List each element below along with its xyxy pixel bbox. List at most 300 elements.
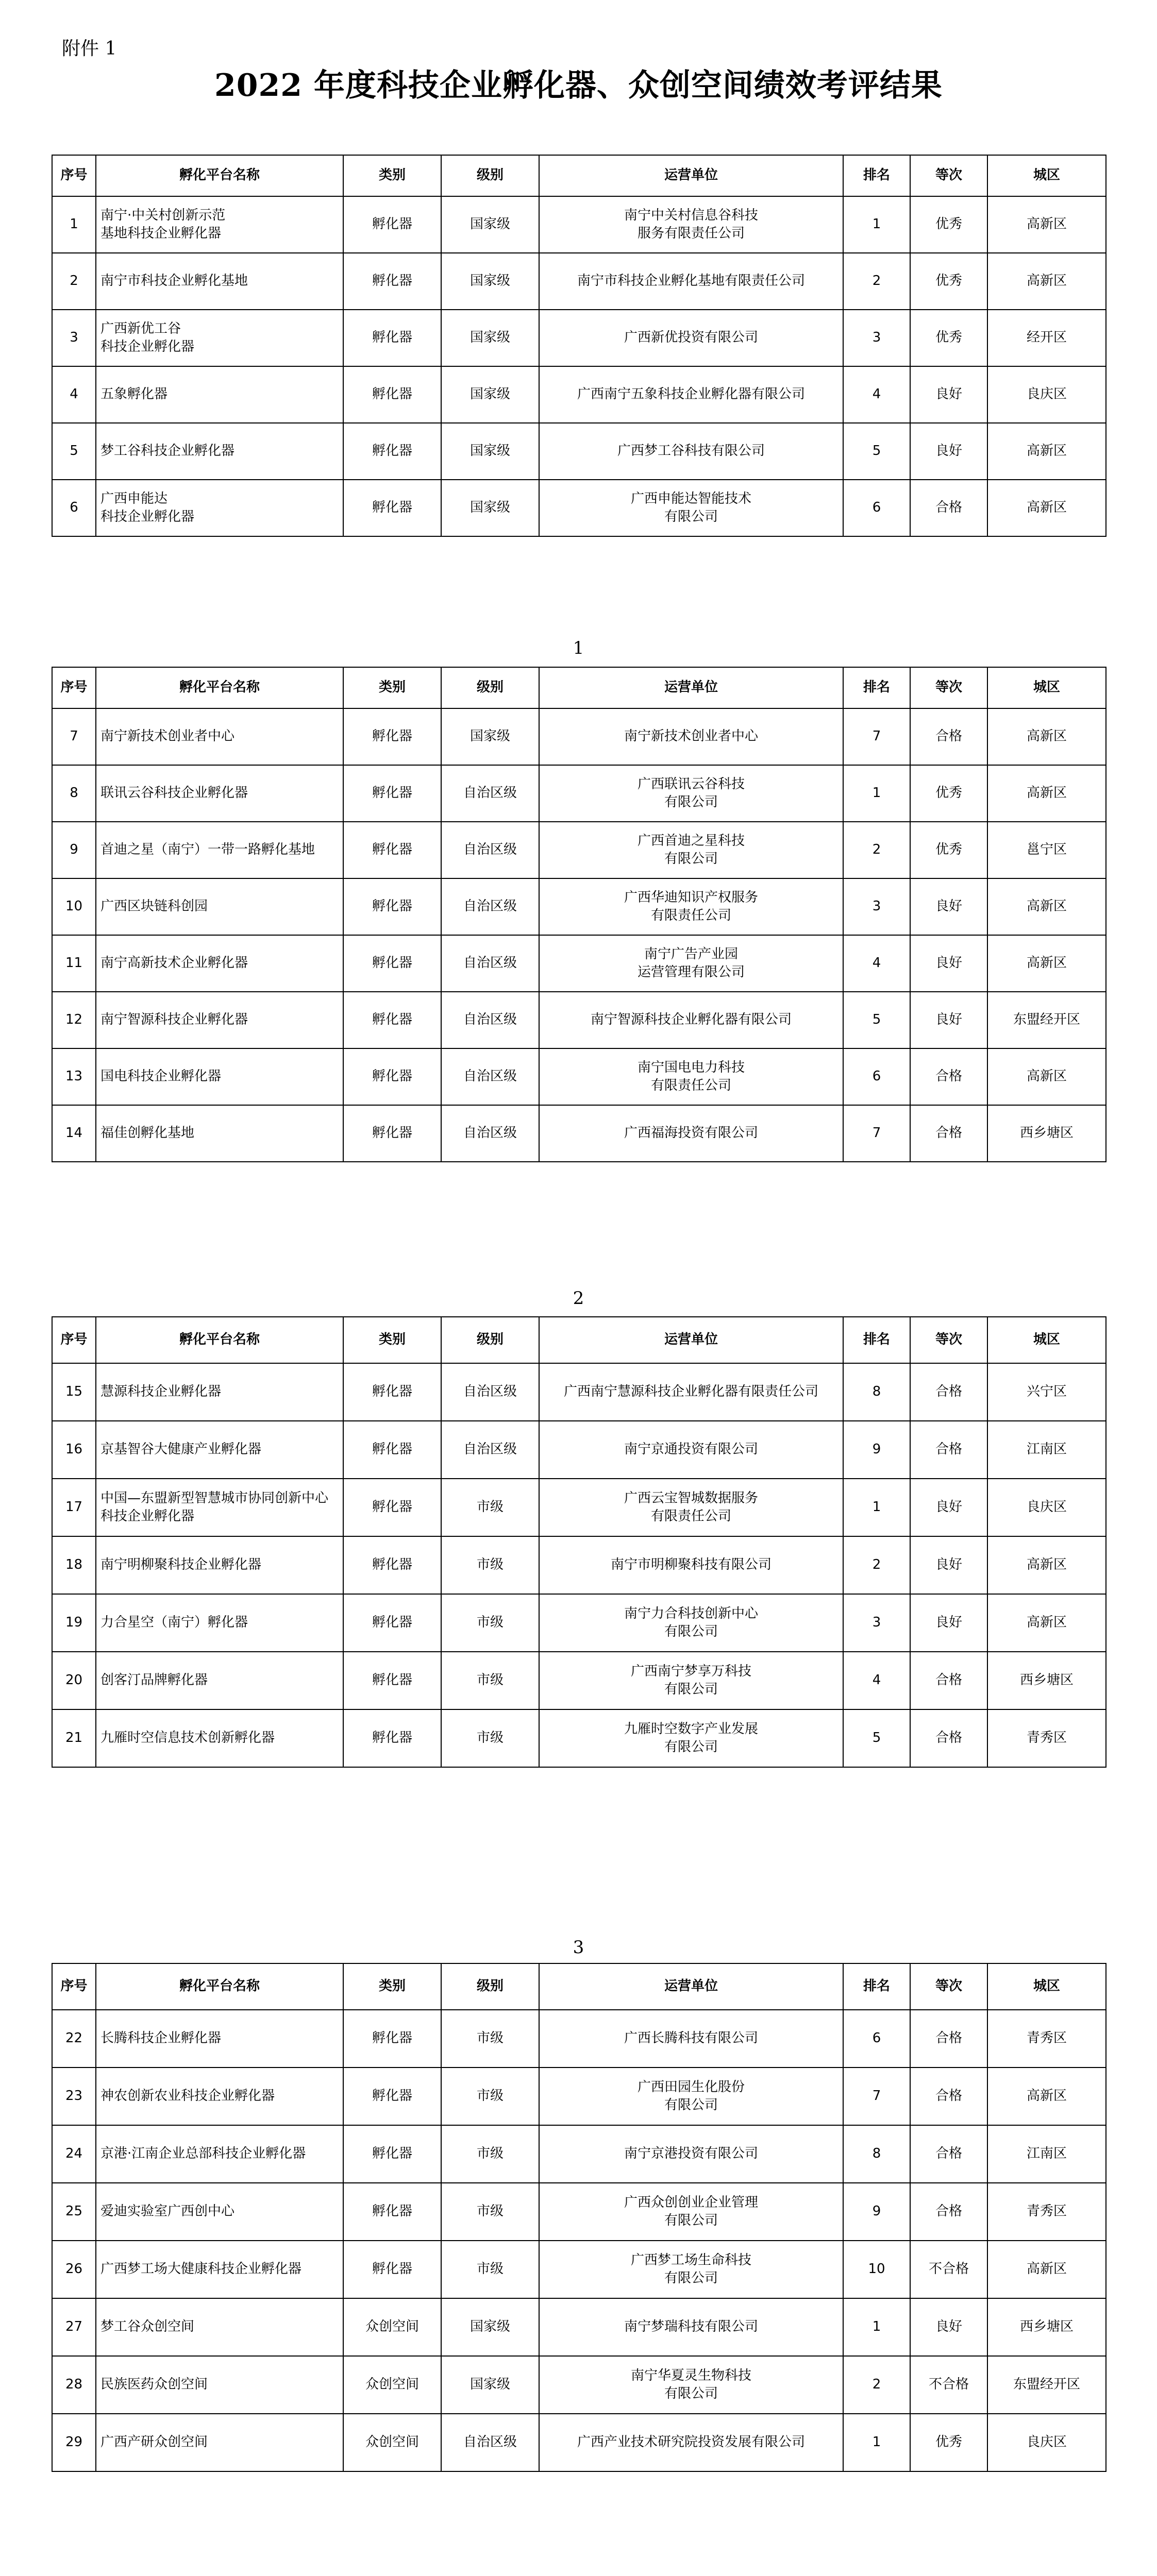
cell-operator: 广西新优投资有限公司 bbox=[539, 310, 843, 366]
cell-level: 自治区级 bbox=[441, 1421, 539, 1479]
cell-rank: 1 bbox=[843, 1479, 910, 1536]
cell-grade: 合格 bbox=[910, 1105, 987, 1162]
cell-level: 自治区级 bbox=[441, 878, 539, 935]
cell-no: 25 bbox=[52, 2183, 96, 2241]
cell-name: 京港·江南企业总部科技企业孵化器 bbox=[96, 2125, 343, 2183]
cell-grade: 合格 bbox=[910, 2010, 987, 2067]
cell-level: 国家级 bbox=[441, 366, 539, 423]
results-table bbox=[52, 155, 1106, 537]
table-header-row bbox=[52, 1963, 1106, 2010]
cell-rank: 2 bbox=[843, 253, 910, 310]
cell-category: 孵化器 bbox=[343, 1709, 441, 1767]
cell-operator: 广西首迪之星科技 有限公司 bbox=[539, 822, 843, 878]
cell-grade: 良好 bbox=[910, 366, 987, 423]
column-header: 类别 bbox=[343, 667, 441, 708]
cell-category: 众创空间 bbox=[343, 2298, 441, 2356]
cell-grade: 合格 bbox=[910, 1709, 987, 1767]
cell-level: 国家级 bbox=[441, 708, 539, 765]
cell-no: 4 bbox=[52, 366, 96, 423]
cell-name: 南宁市科技企业孵化基地 bbox=[96, 253, 343, 310]
cell-operator: 九雁时空数字产业发展 有限公司 bbox=[539, 1709, 843, 1767]
cell-level: 自治区级 bbox=[441, 1105, 539, 1162]
cell-rank: 7 bbox=[843, 2067, 910, 2125]
cell-rank: 7 bbox=[843, 1105, 910, 1162]
column-header: 序号 bbox=[52, 1317, 96, 1363]
cell-district: 良庆区 bbox=[987, 2414, 1106, 2471]
table-row bbox=[52, 2067, 1106, 2125]
cell-grade: 良好 bbox=[910, 1479, 987, 1536]
cell-no: 14 bbox=[52, 1105, 96, 1162]
column-header: 城区 bbox=[987, 1963, 1106, 2010]
table-row bbox=[52, 253, 1106, 310]
cell-no: 15 bbox=[52, 1363, 96, 1421]
cell-level: 国家级 bbox=[441, 196, 539, 253]
cell-rank: 1 bbox=[843, 2414, 910, 2471]
cell-name: 广西申能达 科技企业孵化器 bbox=[96, 480, 343, 536]
cell-grade: 优秀 bbox=[910, 196, 987, 253]
cell-no: 23 bbox=[52, 2067, 96, 2125]
cell-category: 孵化器 bbox=[343, 822, 441, 878]
cell-rank: 10 bbox=[843, 2241, 910, 2298]
cell-district: 江南区 bbox=[987, 2125, 1106, 2183]
cell-level: 自治区级 bbox=[441, 822, 539, 878]
cell-operator: 广西众创创业企业管理 有限公司 bbox=[539, 2183, 843, 2241]
table-row bbox=[52, 480, 1106, 536]
cell-rank: 7 bbox=[843, 708, 910, 765]
cell-rank: 5 bbox=[843, 423, 910, 480]
cell-operator: 广西云宝智城数据服务 有限责任公司 bbox=[539, 1479, 843, 1536]
cell-name: 联讯云谷科技企业孵化器 bbox=[96, 765, 343, 822]
cell-rank: 8 bbox=[843, 2125, 910, 2183]
cell-level: 市级 bbox=[441, 2183, 539, 2241]
cell-rank: 1 bbox=[843, 765, 910, 822]
cell-operator: 广西华迪知识产权服务 有限责任公司 bbox=[539, 878, 843, 935]
cell-level: 市级 bbox=[441, 2010, 539, 2067]
cell-operator: 广西产业技术研究院投资发展有限公司 bbox=[539, 2414, 843, 2471]
column-header: 孵化平台名称 bbox=[96, 1963, 343, 2010]
cell-operator: 南宁智源科技企业孵化器有限公司 bbox=[539, 992, 843, 1048]
cell-grade: 优秀 bbox=[910, 310, 987, 366]
cell-category: 孵化器 bbox=[343, 2183, 441, 2241]
table-row bbox=[52, 2125, 1106, 2183]
cell-district: 高新区 bbox=[987, 708, 1106, 765]
cell-grade: 良好 bbox=[910, 2298, 987, 2356]
column-header: 城区 bbox=[987, 1317, 1106, 1363]
cell-level: 市级 bbox=[441, 2125, 539, 2183]
cell-rank: 1 bbox=[843, 2298, 910, 2356]
cell-operator: 广西梦工场生命科技 有限公司 bbox=[539, 2241, 843, 2298]
cell-rank: 6 bbox=[843, 480, 910, 536]
cell-name: 创客汀品牌孵化器 bbox=[96, 1652, 343, 1709]
cell-district: 东盟经开区 bbox=[987, 2356, 1106, 2414]
cell-district: 兴宁区 bbox=[987, 1363, 1106, 1421]
cell-level: 市级 bbox=[441, 1479, 539, 1536]
column-header: 排名 bbox=[843, 667, 910, 708]
column-header: 排名 bbox=[843, 1317, 910, 1363]
cell-operator: 广西南宁五象科技企业孵化器有限公司 bbox=[539, 366, 843, 423]
cell-category: 孵化器 bbox=[343, 196, 441, 253]
cell-grade: 优秀 bbox=[910, 2414, 987, 2471]
cell-no: 13 bbox=[52, 1048, 96, 1105]
cell-no: 19 bbox=[52, 1594, 96, 1652]
table-row bbox=[52, 2414, 1106, 2471]
table-row bbox=[52, 366, 1106, 423]
cell-district: 良庆区 bbox=[987, 1479, 1106, 1536]
cell-no: 17 bbox=[52, 1479, 96, 1536]
cell-grade: 合格 bbox=[910, 2183, 987, 2241]
cell-grade: 合格 bbox=[910, 1421, 987, 1479]
column-header: 运营单位 bbox=[539, 1317, 843, 1363]
cell-name: 慧源科技企业孵化器 bbox=[96, 1363, 343, 1421]
cell-level: 自治区级 bbox=[441, 765, 539, 822]
table-row bbox=[52, 310, 1106, 366]
column-header: 孵化平台名称 bbox=[96, 667, 343, 708]
cell-category: 孵化器 bbox=[343, 480, 441, 536]
cell-rank: 4 bbox=[843, 366, 910, 423]
cell-district: 高新区 bbox=[987, 480, 1106, 536]
column-header: 序号 bbox=[52, 667, 96, 708]
cell-district: 西乡塘区 bbox=[987, 2298, 1106, 2356]
cell-operator: 南宁市科技企业孵化基地有限责任公司 bbox=[539, 253, 843, 310]
table-row bbox=[52, 992, 1106, 1048]
cell-level: 自治区级 bbox=[441, 1048, 539, 1105]
table-row bbox=[52, 1652, 1106, 1709]
cell-category: 孵化器 bbox=[343, 935, 441, 992]
cell-district: 西乡塘区 bbox=[987, 1652, 1106, 1709]
cell-no: 28 bbox=[52, 2356, 96, 2414]
cell-rank: 9 bbox=[843, 2183, 910, 2241]
column-header: 级别 bbox=[441, 1963, 539, 2010]
column-header: 排名 bbox=[843, 155, 910, 196]
cell-category: 孵化器 bbox=[343, 253, 441, 310]
cell-rank: 8 bbox=[843, 1363, 910, 1421]
cell-category: 孵化器 bbox=[343, 366, 441, 423]
cell-level: 市级 bbox=[441, 2241, 539, 2298]
page-number: 2 bbox=[573, 1288, 584, 1309]
table-header-row bbox=[52, 1317, 1106, 1363]
cell-category: 孵化器 bbox=[343, 878, 441, 935]
cell-category: 孵化器 bbox=[343, 1479, 441, 1536]
cell-no: 9 bbox=[52, 822, 96, 878]
cell-no: 18 bbox=[52, 1536, 96, 1594]
cell-operator: 南宁梦瑞科技有限公司 bbox=[539, 2298, 843, 2356]
cell-district: 青秀区 bbox=[987, 2010, 1106, 2067]
column-header: 等次 bbox=[910, 667, 987, 708]
cell-level: 市级 bbox=[441, 1652, 539, 1709]
attachment-label: 附件 1 bbox=[62, 38, 117, 59]
cell-grade: 合格 bbox=[910, 1652, 987, 1709]
table-row bbox=[52, 423, 1106, 480]
cell-operator: 广西联讯云谷科技 有限公司 bbox=[539, 765, 843, 822]
cell-rank: 3 bbox=[843, 878, 910, 935]
cell-no: 6 bbox=[52, 480, 96, 536]
cell-district: 高新区 bbox=[987, 765, 1106, 822]
table-header-row bbox=[52, 155, 1106, 196]
table-row bbox=[52, 1363, 1106, 1421]
table-row bbox=[52, 935, 1106, 992]
cell-name: 五象孵化器 bbox=[96, 366, 343, 423]
table-row bbox=[52, 765, 1106, 822]
cell-name: 梦工谷众创空间 bbox=[96, 2298, 343, 2356]
cell-level: 国家级 bbox=[441, 480, 539, 536]
cell-grade: 良好 bbox=[910, 878, 987, 935]
cell-level: 国家级 bbox=[441, 423, 539, 480]
cell-grade: 良好 bbox=[910, 1536, 987, 1594]
cell-name: 南宁智源科技企业孵化器 bbox=[96, 992, 343, 1048]
cell-rank: 5 bbox=[843, 1709, 910, 1767]
cell-operator: 南宁广告产业园 运营管理有限公司 bbox=[539, 935, 843, 992]
cell-operator: 广西长腾科技有限公司 bbox=[539, 2010, 843, 2067]
table-row bbox=[52, 2356, 1106, 2414]
cell-no: 12 bbox=[52, 992, 96, 1048]
cell-district: 江南区 bbox=[987, 1421, 1106, 1479]
cell-category: 孵化器 bbox=[343, 423, 441, 480]
column-header: 级别 bbox=[441, 1317, 539, 1363]
cell-no: 3 bbox=[52, 310, 96, 366]
cell-grade: 良好 bbox=[910, 1594, 987, 1652]
cell-rank: 2 bbox=[843, 822, 910, 878]
cell-level: 国家级 bbox=[441, 2356, 539, 2414]
column-header: 等次 bbox=[910, 155, 987, 196]
cell-operator: 广西梦工谷科技有限公司 bbox=[539, 423, 843, 480]
cell-name: 梦工谷科技企业孵化器 bbox=[96, 423, 343, 480]
cell-rank: 4 bbox=[843, 935, 910, 992]
cell-grade: 合格 bbox=[910, 2125, 987, 2183]
column-header: 城区 bbox=[987, 155, 1106, 196]
results-table bbox=[52, 1963, 1106, 2472]
cell-name: 广西区块链科创园 bbox=[96, 878, 343, 935]
cell-operator: 南宁国电电力科技 有限责任公司 bbox=[539, 1048, 843, 1105]
column-header: 排名 bbox=[843, 1963, 910, 2010]
cell-district: 高新区 bbox=[987, 423, 1106, 480]
column-header: 运营单位 bbox=[539, 667, 843, 708]
cell-category: 众创空间 bbox=[343, 2356, 441, 2414]
results-table bbox=[52, 667, 1106, 1162]
cell-category: 孵化器 bbox=[343, 1594, 441, 1652]
cell-district: 高新区 bbox=[987, 1594, 1106, 1652]
column-header: 运营单位 bbox=[539, 155, 843, 196]
cell-grade: 合格 bbox=[910, 1363, 987, 1421]
cell-no: 5 bbox=[52, 423, 96, 480]
cell-level: 国家级 bbox=[441, 310, 539, 366]
cell-grade: 合格 bbox=[910, 708, 987, 765]
cell-district: 高新区 bbox=[987, 1536, 1106, 1594]
cell-operator: 南宁华夏灵生物科技 有限公司 bbox=[539, 2356, 843, 2414]
cell-rank: 6 bbox=[843, 1048, 910, 1105]
cell-grade: 优秀 bbox=[910, 253, 987, 310]
column-header: 序号 bbox=[52, 1963, 96, 2010]
cell-name: 南宁明柳聚科技企业孵化器 bbox=[96, 1536, 343, 1594]
cell-rank: 1 bbox=[843, 196, 910, 253]
table-row bbox=[52, 1594, 1106, 1652]
cell-name: 广西新优工谷 科技企业孵化器 bbox=[96, 310, 343, 366]
cell-category: 孵化器 bbox=[343, 992, 441, 1048]
cell-operator: 广西南宁梦享万科技 有限公司 bbox=[539, 1652, 843, 1709]
cell-level: 自治区级 bbox=[441, 935, 539, 992]
column-header: 等次 bbox=[910, 1963, 987, 2010]
table-row bbox=[52, 2183, 1106, 2241]
cell-no: 27 bbox=[52, 2298, 96, 2356]
cell-operator: 南宁市明柳聚科技有限公司 bbox=[539, 1536, 843, 1594]
cell-operator: 广西福海投资有限公司 bbox=[539, 1105, 843, 1162]
column-header: 类别 bbox=[343, 1317, 441, 1363]
cell-name: 南宁·中关村创新示范 基地科技企业孵化器 bbox=[96, 196, 343, 253]
cell-operator: 广西田园生化股份 有限公司 bbox=[539, 2067, 843, 2125]
cell-category: 孵化器 bbox=[343, 1105, 441, 1162]
cell-no: 10 bbox=[52, 878, 96, 935]
cell-rank: 5 bbox=[843, 992, 910, 1048]
cell-rank: 3 bbox=[843, 1594, 910, 1652]
results-table bbox=[52, 1316, 1106, 1768]
cell-district: 西乡塘区 bbox=[987, 1105, 1106, 1162]
cell-grade: 良好 bbox=[910, 992, 987, 1048]
cell-level: 市级 bbox=[441, 1536, 539, 1594]
cell-no: 26 bbox=[52, 2241, 96, 2298]
cell-level: 市级 bbox=[441, 2067, 539, 2125]
cell-name: 首迪之星（南宁）一带一路孵化基地 bbox=[96, 822, 343, 878]
cell-category: 孵化器 bbox=[343, 2241, 441, 2298]
cell-grade: 不合格 bbox=[910, 2356, 987, 2414]
cell-grade: 不合格 bbox=[910, 2241, 987, 2298]
cell-name: 广西梦工场大健康科技企业孵化器 bbox=[96, 2241, 343, 2298]
cell-district: 高新区 bbox=[987, 2067, 1106, 2125]
cell-rank: 4 bbox=[843, 1652, 910, 1709]
cell-no: 21 bbox=[52, 1709, 96, 1767]
cell-grade: 良好 bbox=[910, 423, 987, 480]
table-row bbox=[52, 1048, 1106, 1105]
cell-operator: 南宁中关村信息谷科技 服务有限责任公司 bbox=[539, 196, 843, 253]
cell-rank: 2 bbox=[843, 2356, 910, 2414]
table-row bbox=[52, 1105, 1106, 1162]
column-header: 城区 bbox=[987, 667, 1106, 708]
table-row bbox=[52, 822, 1106, 878]
cell-level: 市级 bbox=[441, 1594, 539, 1652]
cell-category: 孵化器 bbox=[343, 2125, 441, 2183]
cell-category: 孵化器 bbox=[343, 1652, 441, 1709]
cell-operator: 南宁力合科技创新中心 有限公司 bbox=[539, 1594, 843, 1652]
cell-operator: 广西申能达智能技术 有限公司 bbox=[539, 480, 843, 536]
table-row bbox=[52, 2298, 1106, 2356]
cell-operator: 广西南宁慧源科技企业孵化器有限责任公司 bbox=[539, 1363, 843, 1421]
cell-name: 九雁时空信息技术创新孵化器 bbox=[96, 1709, 343, 1767]
column-header: 孵化平台名称 bbox=[96, 155, 343, 196]
cell-operator: 南宁新技术创业者中心 bbox=[539, 708, 843, 765]
cell-rank: 9 bbox=[843, 1421, 910, 1479]
column-header: 类别 bbox=[343, 155, 441, 196]
column-header: 运营单位 bbox=[539, 1963, 843, 2010]
page-title: 2022 年度科技企业孵化器、众创空间绩效考评结果 bbox=[214, 67, 943, 104]
column-header: 类别 bbox=[343, 1963, 441, 2010]
cell-category: 孵化器 bbox=[343, 310, 441, 366]
cell-name: 国电科技企业孵化器 bbox=[96, 1048, 343, 1105]
cell-operator: 南宁京通投资有限公司 bbox=[539, 1421, 843, 1479]
cell-name: 中国—东盟新型智慧城市协同创新中心 科技企业孵化器 bbox=[96, 1479, 343, 1536]
cell-no: 1 bbox=[52, 196, 96, 253]
cell-district: 高新区 bbox=[987, 196, 1106, 253]
cell-no: 20 bbox=[52, 1652, 96, 1709]
cell-category: 孵化器 bbox=[343, 765, 441, 822]
cell-rank: 3 bbox=[843, 310, 910, 366]
column-header: 等次 bbox=[910, 1317, 987, 1363]
column-header: 序号 bbox=[52, 155, 96, 196]
table-row bbox=[52, 196, 1106, 253]
cell-no: 29 bbox=[52, 2414, 96, 2471]
cell-category: 孵化器 bbox=[343, 708, 441, 765]
cell-name: 广西产研众创空间 bbox=[96, 2414, 343, 2471]
cell-level: 自治区级 bbox=[441, 2414, 539, 2471]
table-header-row bbox=[52, 667, 1106, 708]
cell-category: 孵化器 bbox=[343, 2010, 441, 2067]
cell-district: 经开区 bbox=[987, 310, 1106, 366]
column-header: 级别 bbox=[441, 667, 539, 708]
table-row bbox=[52, 2241, 1106, 2298]
cell-no: 11 bbox=[52, 935, 96, 992]
cell-no: 2 bbox=[52, 253, 96, 310]
cell-grade: 良好 bbox=[910, 935, 987, 992]
cell-no: 8 bbox=[52, 765, 96, 822]
cell-category: 孵化器 bbox=[343, 1048, 441, 1105]
cell-level: 自治区级 bbox=[441, 992, 539, 1048]
cell-name: 南宁高新技术企业孵化器 bbox=[96, 935, 343, 992]
cell-district: 高新区 bbox=[987, 878, 1106, 935]
cell-grade: 优秀 bbox=[910, 765, 987, 822]
table-row bbox=[52, 1479, 1106, 1536]
cell-level: 国家级 bbox=[441, 253, 539, 310]
cell-no: 22 bbox=[52, 2010, 96, 2067]
cell-name: 力合星空（南宁）孵化器 bbox=[96, 1594, 343, 1652]
page-number: 1 bbox=[573, 638, 584, 658]
cell-category: 孵化器 bbox=[343, 1421, 441, 1479]
column-header: 孵化平台名称 bbox=[96, 1317, 343, 1363]
cell-district: 高新区 bbox=[987, 253, 1106, 310]
cell-district: 东盟经开区 bbox=[987, 992, 1106, 1048]
cell-category: 孵化器 bbox=[343, 1363, 441, 1421]
cell-grade: 优秀 bbox=[910, 822, 987, 878]
cell-no: 24 bbox=[52, 2125, 96, 2183]
cell-level: 国家级 bbox=[441, 2298, 539, 2356]
cell-no: 7 bbox=[52, 708, 96, 765]
cell-name: 南宁新技术创业者中心 bbox=[96, 708, 343, 765]
cell-district: 高新区 bbox=[987, 935, 1106, 992]
cell-category: 孵化器 bbox=[343, 1536, 441, 1594]
cell-rank: 6 bbox=[843, 2010, 910, 2067]
table-row bbox=[52, 708, 1106, 765]
cell-district: 良庆区 bbox=[987, 366, 1106, 423]
cell-name: 民族医药众创空间 bbox=[96, 2356, 343, 2414]
cell-rank: 2 bbox=[843, 1536, 910, 1594]
table-row bbox=[52, 878, 1106, 935]
cell-name: 爱迪实验室广西创中心 bbox=[96, 2183, 343, 2241]
table-row bbox=[52, 1709, 1106, 1767]
table-row bbox=[52, 1536, 1106, 1594]
cell-grade: 合格 bbox=[910, 1048, 987, 1105]
cell-district: 青秀区 bbox=[987, 2183, 1106, 2241]
cell-district: 青秀区 bbox=[987, 1709, 1106, 1767]
cell-grade: 合格 bbox=[910, 2067, 987, 2125]
cell-name: 京基智谷大健康产业孵化器 bbox=[96, 1421, 343, 1479]
cell-district: 高新区 bbox=[987, 1048, 1106, 1105]
cell-category: 孵化器 bbox=[343, 2067, 441, 2125]
table-row bbox=[52, 2010, 1106, 2067]
table-row bbox=[52, 1421, 1106, 1479]
cell-category: 众创空间 bbox=[343, 2414, 441, 2471]
cell-name: 长腾科技企业孵化器 bbox=[96, 2010, 343, 2067]
cell-grade: 合格 bbox=[910, 480, 987, 536]
column-header: 级别 bbox=[441, 155, 539, 196]
cell-no: 16 bbox=[52, 1421, 96, 1479]
cell-name: 神农创新农业科技企业孵化器 bbox=[96, 2067, 343, 2125]
cell-operator: 南宁京港投资有限公司 bbox=[539, 2125, 843, 2183]
